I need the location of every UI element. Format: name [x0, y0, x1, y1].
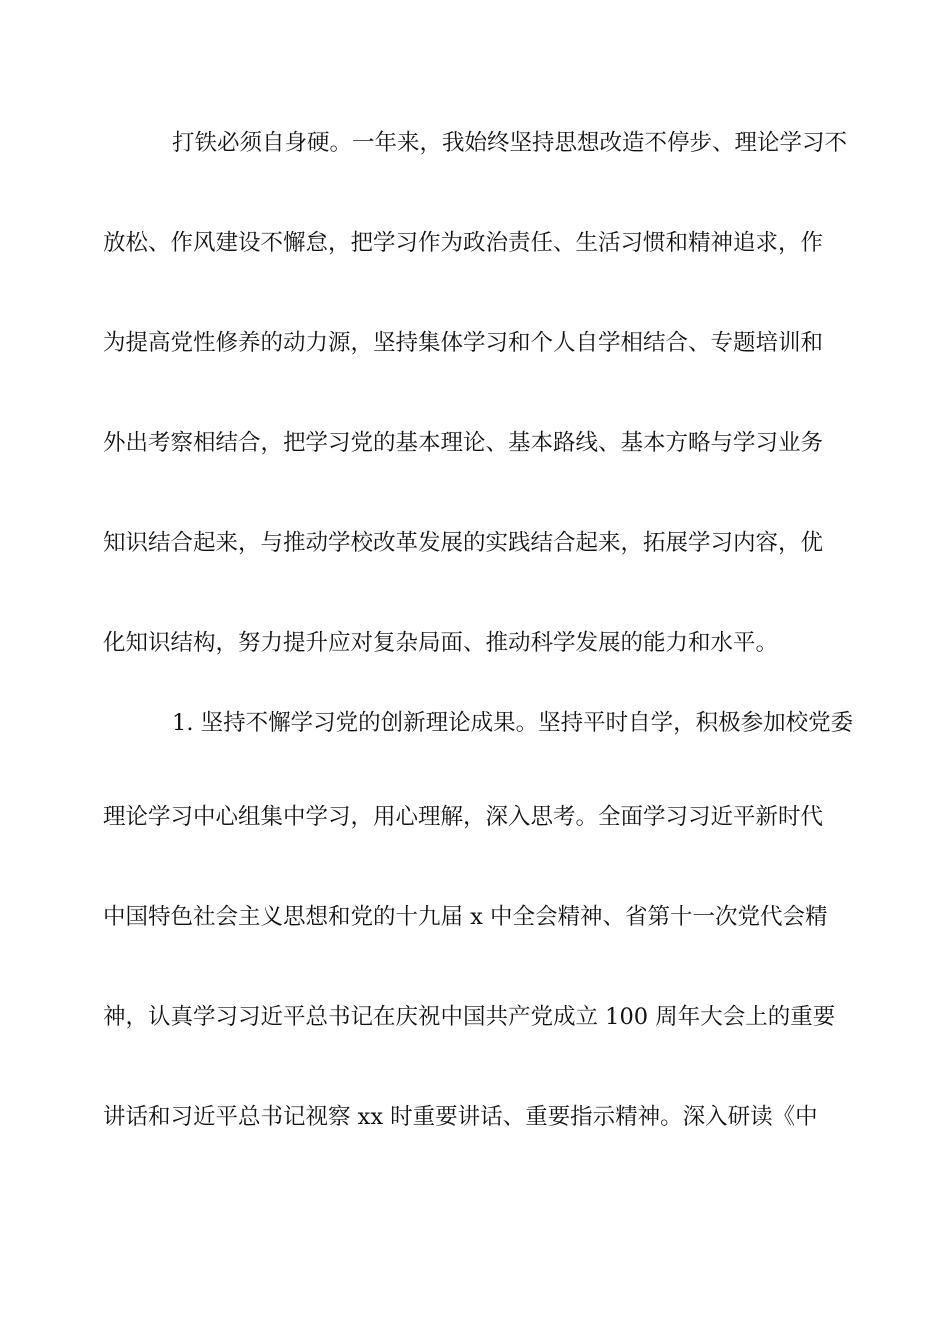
paragraph-line: 外出考察相结合，把学习党的基本理论、基本路线、基本方略与学习业务	[103, 430, 824, 456]
paragraph-line: 为提高党性修养的动力源，坚持集体学习和个人自学相结合、专题培训和	[103, 330, 824, 356]
paragraph-line: 打铁必须自身硬。一年来，我始终坚持思想改造不停步、理论学习不	[172, 130, 848, 156]
paragraph-line: 神，认真学习习近平总书记在庆祝中国共产党成立 100 周年大会上的重要	[103, 1004, 836, 1030]
paragraph-line: 知识结合起来，与推动学校改革发展的实践结合起来，拓展学习内容，优	[103, 530, 824, 556]
paragraph-line: 中国特色社会主义思想和党的十九届 x 中全会精神、省第十一次党代会精	[103, 904, 828, 930]
paragraph-line: 化知识结构，努力提升应对复杂局面、推动科学发展的能力和水平。	[103, 630, 779, 656]
paragraph-line: 1. 坚持不懈学习党的创新理论成果。坚持平时自学，积极参加校党委	[172, 710, 854, 736]
paragraph-line: 理论学习中心组集中学习，用心理解，深入思考。全面学习习近平新时代	[103, 804, 824, 830]
paragraph-line: 讲话和习近平总书记视察 xx 时重要讲话、重要指示精神。深入研读《中	[103, 1104, 818, 1130]
paragraph-line: 放松、作风建设不懈怠，把学习作为政治责任、生活习惯和精神追求，作	[103, 230, 824, 256]
